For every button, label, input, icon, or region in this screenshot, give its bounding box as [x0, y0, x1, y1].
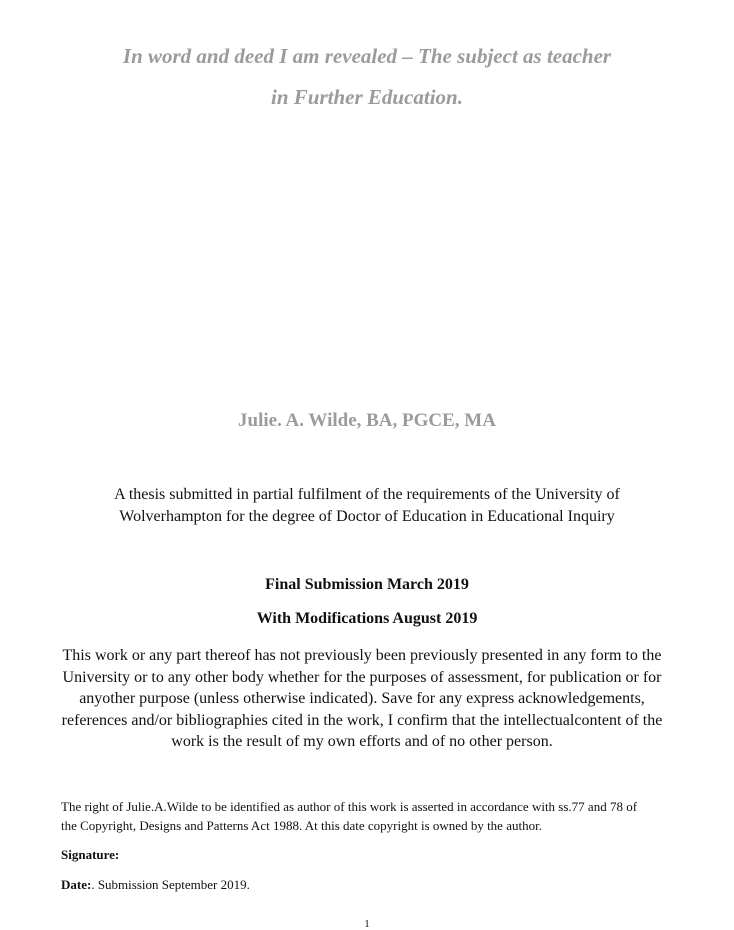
declaration-line-5: work is the result of my own efforts and of no other person. — [171, 733, 553, 750]
declaration-line-2: University or to any other body whether for the purposes of assessment, for publication or for — [62, 668, 662, 686]
page-number: 1 — [364, 918, 370, 930]
declaration-line-3: anyother purpose (unless otherwise indicated). Save for any express acknowledgements, — [79, 690, 645, 707]
date-label: Date: — [61, 877, 92, 892]
originality-declaration — [58, 645, 666, 753]
thesis-statement-line-2: Wolverhampton for the degree of Doctor of Education in Educational Inquiry — [119, 508, 615, 525]
copyright-line-1: The right of Julie.A.Wilde to be identified as author of this work is asserted in accordance with ss.77 and 78 of — [61, 799, 638, 814]
thesis-title-line-2: in Further Education. — [271, 85, 463, 109]
declaration-line-4: references and/or bibliographies cited in the work, I confirm that the intellectualcontent of the — [61, 711, 663, 729]
declaration-line-1: This work or any part thereof has not previously been previously presented in any form to the — [62, 647, 662, 664]
thesis-statement — [92, 484, 642, 528]
modifications-date: With Modifications August 2019 — [256, 610, 478, 627]
signature-label: Signature: — [61, 847, 120, 862]
final-submission-date: Final Submission March 2019 — [265, 576, 469, 593]
thesis-title-line-1: In word and deed I am revealed – The subject as teacher — [122, 44, 612, 68]
date-line — [61, 877, 250, 893]
copyright-line-2: the Copyright, Designs and Patterns Act 1988. At this date copyright is owned by the author. — [61, 818, 542, 833]
author-name: Julie. A. Wilde, BA, PGCE, MA — [238, 410, 496, 431]
date-value: . Submission September 2019. — [91, 877, 250, 892]
thesis-statement-line-1: A thesis submitted in partial fulfilment of the requirements of the University of — [114, 486, 620, 503]
copyright-notice — [61, 797, 671, 835]
